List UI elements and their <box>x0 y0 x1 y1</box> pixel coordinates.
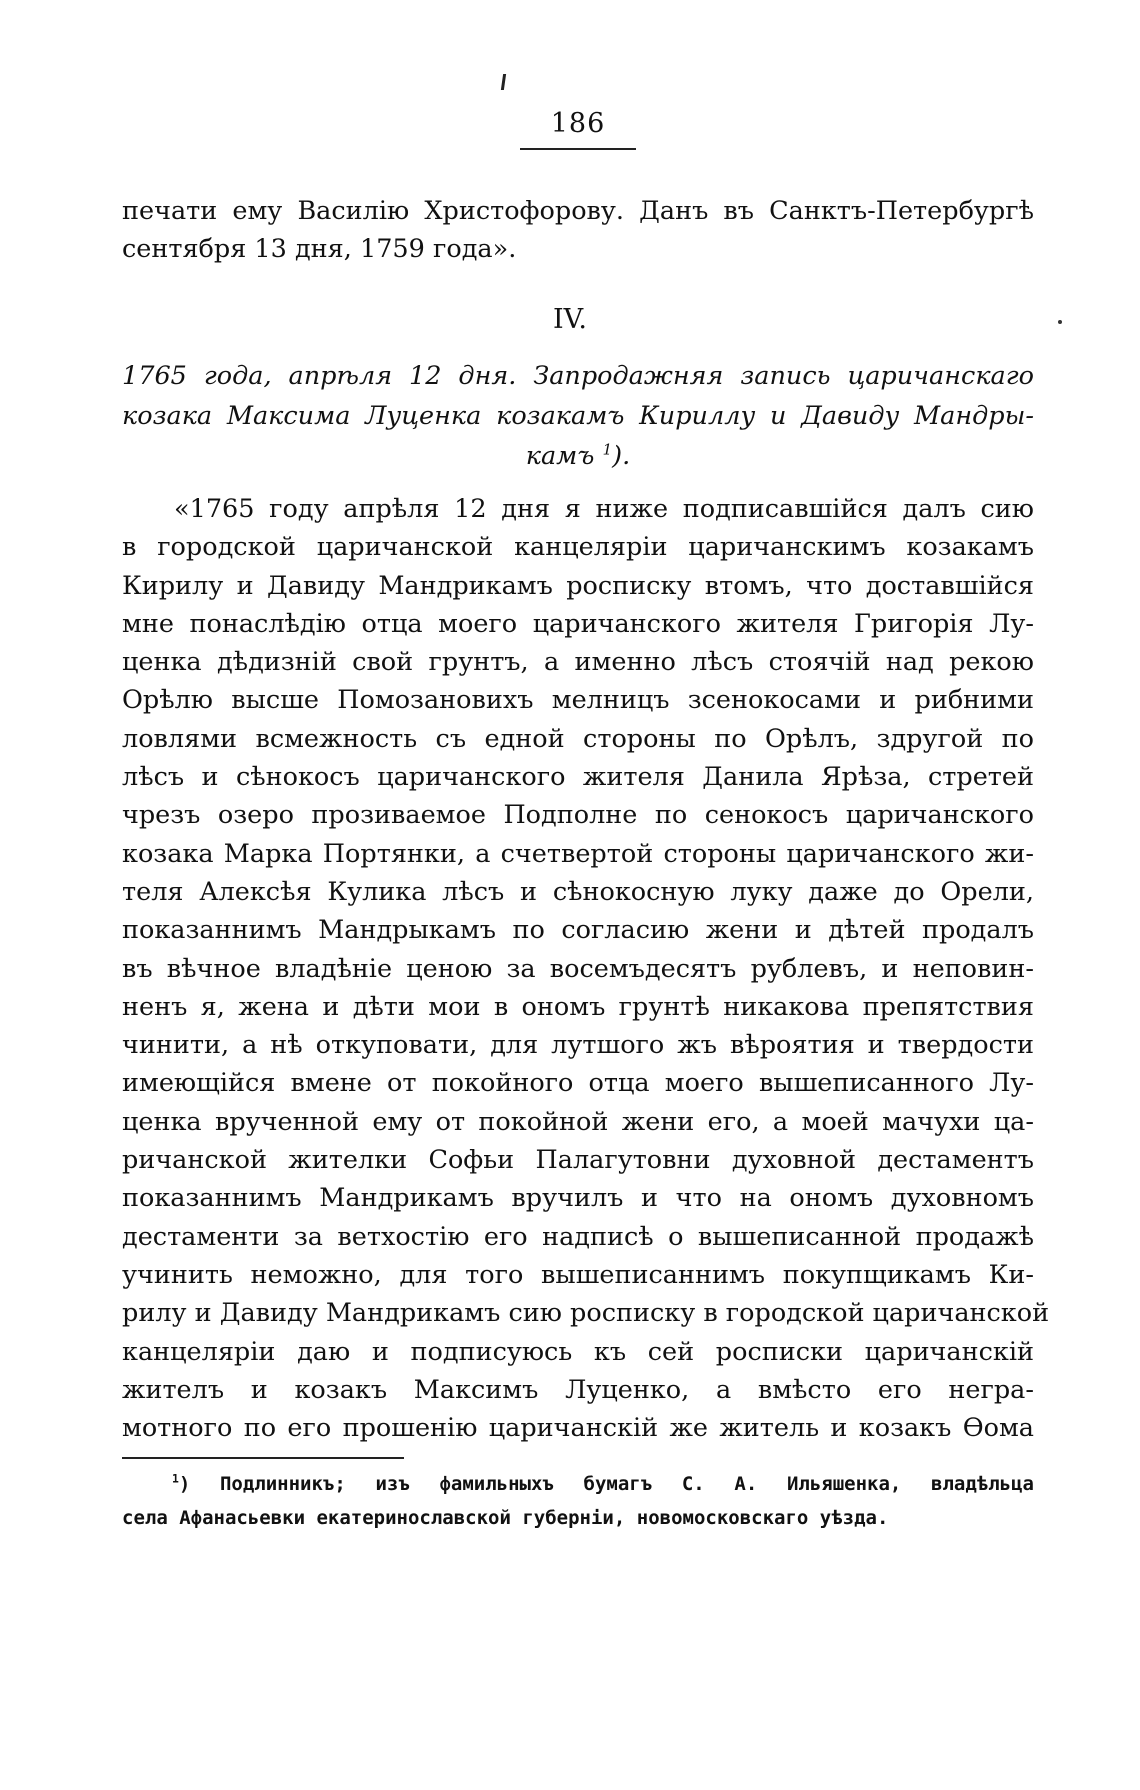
section-numeral: IV. <box>552 304 588 335</box>
text-line: в городской царичанской канцеляріи царичанскимъ козакамъ <box>122 532 1034 563</box>
document-body <box>122 490 1050 1447</box>
text-line: ловлями всмежность съ едной стороны по Орѣлъ, здругой по <box>122 723 1034 754</box>
heading-line: 1765 года, апрѣля 12 дня. Запродажняя запись царичанскаго <box>122 361 1034 391</box>
text-line: чинити, а нѣ откуповати, для лутшого жъ вѣроятия и твердости <box>122 1030 1034 1061</box>
heading-text: камъ <box>525 441 595 471</box>
footnote-marker: 1 <box>172 1471 179 1486</box>
text-line: ценка врученной ему от покойной жени его, а моей мачухи ца- <box>122 1106 1034 1137</box>
text-line: рилу и Давиду Мандрикамъ сию росписку в городской царичанской <box>122 1298 1050 1329</box>
text-line: мне понаслѣдію отца моего царичанского жителя Григорія Лу- <box>122 608 1034 639</box>
page-number: 186 <box>550 108 606 139</box>
heading-line-last <box>122 436 1034 476</box>
text-line: учинить неможно, для того вышеписаннимъ покупщикамъ Ки- <box>122 1259 1034 1290</box>
text-line: показаннимъ Мандрыкамъ по согласию жени и дѣтей продалъ <box>122 915 1034 946</box>
text-line: Кирилу и Давиду Мандрикамъ росписку втомъ, что доставшійся <box>122 570 1034 601</box>
text-line: имеющійся вмене от покойного отца моего вышеписанного Лу- <box>122 1068 1034 1099</box>
stray-dot-mark <box>1058 320 1062 324</box>
text-line: «1765 году апрѣля 12 дня я ниже подписавшійся далъ сию <box>174 494 1034 524</box>
text-line: жителъ и козакъ Максимъ Луценко, а вмѣсто его негра- <box>122 1374 1034 1405</box>
page-number-rule <box>520 148 636 150</box>
stray-ink-mark <box>501 74 506 90</box>
text-line: дестаменти за ветхостію его надписѣ о вышеписанной продажѣ <box>122 1221 1034 1252</box>
text-line: ценка дѣдизній свой грунтъ, а именно лѣсъ стоячій над рекою <box>122 647 1034 678</box>
section-heading <box>122 356 1034 476</box>
text-line: въ вѣчное владѣніе ценою за восемъдесятъ рублевъ, и неповин- <box>122 953 1034 984</box>
text-line: ричанской жителки Софьи Палагутовни духовной дестаментъ <box>122 1145 1034 1176</box>
text-line: Орѣлю высше Помозановихъ мелницъ зсенокосами и рибними <box>122 685 1034 716</box>
heading-line: козака Максима Луценка козакамъ Кириллу и Давиду Мандры- <box>122 401 1034 431</box>
footnote-line <box>122 1467 1034 1501</box>
text-line: показаннимъ Мандрикамъ вручилъ и что на ономъ духовномъ <box>122 1183 1034 1214</box>
footnote-reference: 1 <box>602 440 613 459</box>
footnote-text: ) Подлинникъ; изъ фамильныхъ бумагъ С. А. Ильяшенка, владѣльца <box>178 1473 1034 1495</box>
footnote-line: села Афанасьевки екатеринославской губерніи, новомосковскаго уѣзда. <box>122 1507 889 1529</box>
text-line: печати ему Василію Христофорову. Данъ въ Санктъ-Петербургѣ <box>122 196 1034 226</box>
text-line: сентября 13 дня, 1759 года». <box>122 234 517 265</box>
text-line: теля Алексѣя Кулика лѣсъ и сѣнокосную луку даже до Орели, <box>122 876 1034 907</box>
footnote <box>122 1467 1034 1535</box>
text-line: козака Марка Портянки, а счетвертой стороны царичанского жи- <box>122 838 1034 869</box>
text-line: лѣсъ и сѣнокосъ царичанского жителя Данила Ярѣза, стретей <box>122 762 1034 793</box>
intro-paragraph <box>122 192 1034 269</box>
heading-end: ). <box>612 441 631 471</box>
text-line: чрезъ озеро прозиваемое Подполне по сенокосъ царичанского <box>122 800 1034 831</box>
footnote-separator <box>122 1457 404 1459</box>
text-line: ненъ я, жена и дѣти мои в ономъ грунтѣ никакова препятствия <box>122 991 1034 1022</box>
text-line: мотного по его прошенію царичанскій же житель и козакъ Ѳома <box>122 1413 1034 1444</box>
text-line: канцеляріи даю и подписуюсь къ сей росписки царичанскій <box>122 1336 1034 1367</box>
